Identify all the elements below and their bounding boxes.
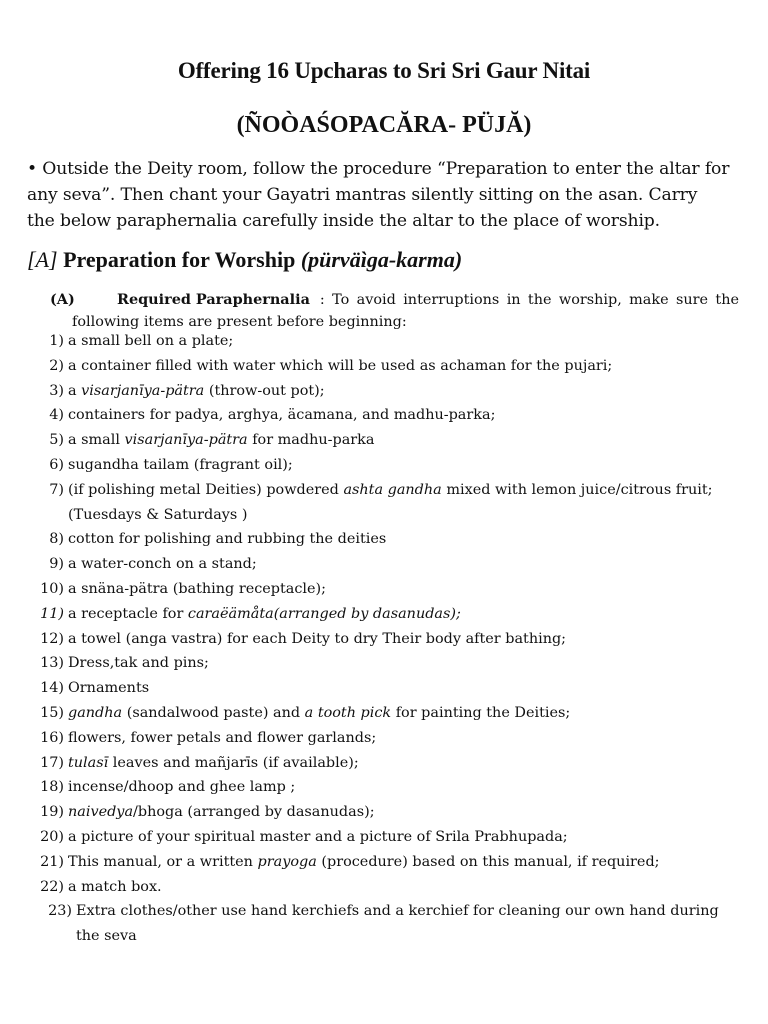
list-item-number: 18): [40, 779, 64, 796]
requirements-label: Required Paraphernalia: [117, 291, 310, 308]
list-item-number: 6): [49, 456, 64, 473]
list-item-italic-term: visarjanīya-pätra: [81, 382, 205, 399]
list-item: [0, 478, 768, 528]
requirements-paragraph: [50, 289, 739, 333]
list-item-italic-term: naivedya: [68, 804, 134, 821]
list-item-number: 1): [49, 333, 64, 349]
list-item-text-part: a snäna-pätra (bathing receptacle);: [68, 580, 327, 597]
list-item-number: 8): [49, 531, 64, 548]
list-item-text: [68, 403, 495, 428]
list-item-number: 4): [49, 407, 64, 424]
list-item-text: [68, 552, 257, 577]
list-item: [0, 453, 768, 478]
page-title: Offering 16 Upcharas to Sri Sri Gaur Nitai: [177, 58, 591, 83]
list-item: [0, 379, 768, 404]
list-item-text: [68, 329, 233, 354]
section-term: (pürväìga-karma): [300, 247, 463, 272]
list-item-text-part: a container filled with water which will be used as achaman for the pujari;: [68, 357, 613, 374]
list-item: [0, 875, 768, 900]
list-item-text-part: Ornaments: [68, 680, 150, 697]
list-item: [0, 726, 768, 751]
list-item-text-part: This manual, or a written: [68, 853, 258, 870]
list-item: [0, 899, 768, 949]
list-item: [0, 329, 768, 354]
list-item-italic-term: prayoga: [257, 853, 317, 870]
list-item: [0, 552, 768, 577]
list-item-text-part: /bhoga (arranged by dasanudas);: [133, 804, 375, 821]
list-item-number: 19): [40, 804, 64, 821]
list-item-text-part: (if polishing metal Deities) powdered: [68, 481, 344, 498]
list-item-text: [68, 676, 149, 701]
list-item: [0, 602, 768, 627]
list-item-text-part: mixed with lemon juice/citrous fruit;: [441, 481, 713, 498]
list-item-number: 2): [49, 357, 64, 374]
list-item: [0, 527, 768, 552]
list-item-text: [68, 726, 376, 751]
list-item-text-part: a: [68, 382, 82, 399]
list-item-text: [68, 379, 325, 404]
list-item-italic-term: tulasī: [68, 754, 109, 771]
list-item-italic-term: ashta gandha: [343, 481, 442, 498]
list-item: [0, 825, 768, 850]
list-item: [0, 701, 768, 726]
list-item-text-part: leaves and mañjarīs (if available);: [108, 754, 359, 771]
list-item-text: [68, 453, 293, 478]
list-item-text: [68, 775, 295, 800]
list-item: [0, 800, 768, 825]
list-item-text: [68, 701, 570, 726]
section-heading: [27, 247, 462, 273]
list-item-text-part: (sandalwood paste) and: [122, 704, 305, 721]
list-item-italic-term: gandha: [68, 704, 123, 721]
list-item-number: 9): [49, 556, 64, 573]
list-item-number: 11): [40, 605, 64, 622]
list-item-text-part: incense/dhoop and ghee lamp ;: [68, 779, 296, 796]
list-item-text: [68, 850, 660, 875]
list-item: [0, 676, 768, 701]
list-item-text: [68, 602, 461, 627]
list-item-number: 3): [49, 382, 64, 399]
list-item-number: 14): [40, 680, 64, 697]
list-item-italic-term: visarjanīya-pätra: [124, 432, 248, 449]
list-item: [0, 403, 768, 428]
list-item-text: [68, 527, 386, 552]
paraphernalia-list: [0, 329, 768, 949]
list-item: [0, 627, 768, 652]
list-item-text-part: (procedure) based on this manual, if required;: [316, 853, 660, 870]
section-title: Preparation for Worship: [63, 247, 296, 272]
list-item-text-part: a receptacle for: [68, 605, 188, 622]
list-item-text: [68, 651, 209, 676]
requirements-text-continued: following items are present before beginning:: [72, 314, 407, 330]
list-item-text-part: a small: [68, 432, 125, 449]
requirements-text: : To avoid interruptions in the worship, make sure the: [319, 292, 739, 308]
list-item-text-part: Dress,tak and pins;: [68, 655, 209, 672]
list-item-text-part: for painting the Deities;: [391, 704, 571, 721]
list-item: [0, 651, 768, 676]
intro-line: • Outside the Deity room, follow the procedure “Preparation to enter the altar for: [27, 159, 730, 179]
list-item-text: [68, 875, 162, 900]
intro-line: any seva”. Then chant your Gayatri mantras silently sitting on the asan. Carry: [27, 185, 698, 205]
list-item: [0, 577, 768, 602]
section-prefix: [A]: [27, 247, 58, 272]
list-item-text-part: a towel (anga vastra) for each Deity to dry Their body after bathing;: [68, 630, 567, 647]
list-item-italic-term: caraëämåta(arranged by dasanudas);: [187, 605, 461, 622]
list-item-text-part: cotton for polishing and rubbing the deities: [68, 531, 387, 548]
list-item-text: [68, 800, 375, 825]
list-item: [0, 428, 768, 453]
list-item-number: 21): [40, 853, 64, 870]
list-item-text-part: containers for padya, arghya, äcamana, and madhu-parka;: [68, 407, 496, 424]
page-subtitle: (ÑOÒAŚOPACĂRA- PÜJĂ): [236, 112, 532, 138]
list-item-text-part: a water-conch on a stand;: [68, 556, 257, 573]
list-item-text-part: a small bell on a plate;: [68, 333, 234, 349]
list-item-continuation: (Tuesdays & Saturdays ): [68, 506, 248, 523]
list-item-text: [68, 825, 568, 850]
list-item-number: 12): [40, 630, 64, 647]
list-item-text: [68, 627, 566, 652]
intro-paragraph: [27, 156, 747, 234]
list-item-number: 22): [40, 878, 64, 895]
list-item-number: 17): [40, 754, 64, 771]
list-item-text: [68, 428, 374, 453]
list-item-number: 5): [49, 432, 64, 449]
list-item: [0, 751, 768, 776]
list-item-text-part: (throw-out pot);: [204, 382, 325, 399]
list-item-number: 10): [40, 580, 64, 597]
list-item-text-part: flowers, fower petals and flower garlands;: [68, 729, 377, 746]
list-item-number: 16): [40, 729, 64, 746]
list-item-text-part: Extra clothes/other use hand kerchiefs and a kerchief for cleaning our own hand during the seva: [76, 903, 719, 945]
list-item-number: 23): [48, 903, 72, 920]
list-item-number: 15): [40, 704, 64, 721]
list-item-number: 7): [49, 481, 64, 498]
list-item-text: [76, 899, 726, 949]
list-item-text: [68, 577, 326, 602]
list-item-text-part: sugandha tailam (fragrant oil);: [68, 456, 293, 473]
list-item-text-part: a match box.: [68, 878, 162, 895]
list-item-italic-term: a tooth pick: [304, 704, 392, 721]
list-item-text-part: a picture of your spiritual master and a picture of Srila Prabhupada;: [68, 828, 568, 845]
list-item-text-part: for madhu-parka: [247, 432, 375, 449]
list-item-number: 20): [40, 828, 64, 845]
intro-line: the below paraphernalia carefully inside the altar to the place of worship.: [27, 211, 660, 231]
list-item: [0, 850, 768, 875]
list-item: [0, 354, 768, 379]
list-item-text: [68, 354, 612, 379]
list-item-number: 13): [40, 655, 64, 672]
requirements-marker: (A): [50, 291, 75, 308]
list-item-text: [68, 478, 713, 528]
list-item: [0, 775, 768, 800]
list-item-text: [68, 751, 359, 776]
